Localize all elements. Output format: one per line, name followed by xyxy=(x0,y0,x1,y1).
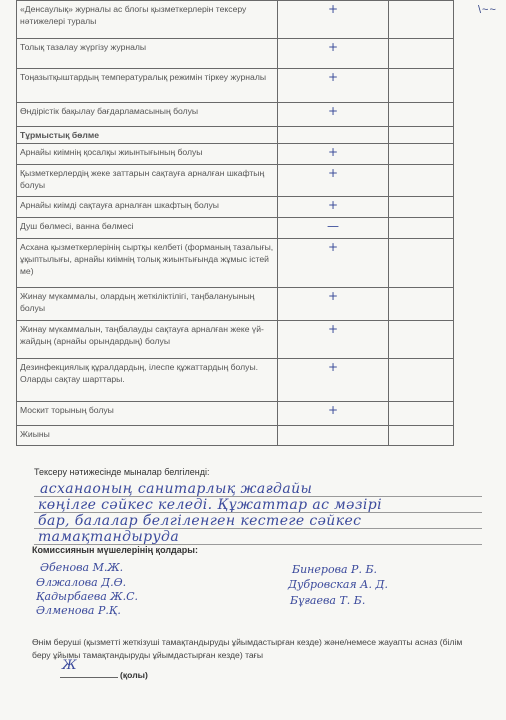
notes-cell xyxy=(389,321,454,359)
findings-line-2: көңілге сәйкес келеді. Құжаттар ас мәзірі xyxy=(38,497,383,513)
handwritten-mark: + xyxy=(327,104,339,118)
criterion-label: Тоңазытқыштардың температуралық режимін тіркеу журналы xyxy=(17,69,278,103)
criterion-label: Жинау мүкаммалын, таңбалауды сақтауға арналған жеке үй-жайдың (арнайы орындардың) болуы xyxy=(17,321,278,359)
notes-cell xyxy=(389,288,454,321)
checklist-row xyxy=(17,197,454,218)
notes-cell xyxy=(389,165,454,197)
footer-sign-label: (қолы) xyxy=(120,670,148,680)
mark-cell xyxy=(278,1,389,39)
handwritten-mark: — xyxy=(327,219,339,233)
checklist-row xyxy=(17,69,454,103)
notes-cell xyxy=(389,39,454,69)
criterion-label: Асхана қызметкерлерінің сыртқы келбеті (форманың тазалығы, ұқыптылығы, арнайы киімнің толық жиынтығында жұмыс істей ме) xyxy=(17,239,278,288)
criterion-label: Арнайы киімді сақтауға арналған шкафтың болуы xyxy=(17,197,278,218)
footer-signature-scribble: Ж xyxy=(62,658,77,673)
criterion-label: Дезинфекциялық құралдардың, ілеспе құжаттардың болуы. Оларды сақтау шарттары. xyxy=(17,359,278,402)
mark-cell xyxy=(278,127,389,144)
checklist-row xyxy=(17,402,454,426)
signature-right-2: Дубровская А. Д. xyxy=(288,578,388,591)
mark-cell xyxy=(278,218,389,239)
footer-note: Өнім беруші (қызметті жеткізуші тамақтандыруды ұйымдастырған кезде) және/немесе жауапты асназ (білім беру ұйымы тамақтандыруды ұйымдастырған кезде) тағы xyxy=(32,637,463,660)
handwritten-mark: + xyxy=(327,403,339,417)
mark-cell xyxy=(278,69,389,103)
checklist-body xyxy=(17,1,454,446)
section-row xyxy=(17,127,454,144)
signatures-label: Комиссиянын мүшелерінің қолдары: xyxy=(32,545,198,555)
criterion-label: Душ бөлмесі, ванна бөлмесі xyxy=(17,218,278,239)
criterion-label: Арнайы киімнің қосалқы жиынтығының болуы xyxy=(17,144,278,165)
criterion-label: Толық тазалау жүргізу журналы xyxy=(17,39,278,69)
notes-cell xyxy=(389,402,454,426)
findings-line-4: тамақтандырудa xyxy=(38,529,180,545)
criterion-label: «Денсаулық» журналы ас блогы қызметкерлерін тексеру нәтижелері туралы xyxy=(17,1,278,39)
criterion-label: Москит торының болуы xyxy=(17,402,278,426)
mark-cell xyxy=(278,103,389,127)
mark-cell xyxy=(278,144,389,165)
section-title: Тұрмыстық бөлме xyxy=(17,127,278,144)
notes-cell xyxy=(389,127,454,144)
checklist-row xyxy=(17,218,454,239)
signature-left-4: Әлменова Р.Қ. xyxy=(36,604,121,617)
handwritten-mark: + xyxy=(327,322,339,336)
mark-cell xyxy=(278,39,389,69)
signature-left-1: Әбенова М.Ж. xyxy=(40,561,124,574)
mark-cell xyxy=(278,197,389,218)
criterion-label: Өндірістік бақылау бағдарламасының болуы xyxy=(17,103,278,127)
findings-line-3: бар, балалар белгіленген кестеге сәйкес xyxy=(38,513,362,529)
checklist-table xyxy=(16,0,454,446)
mark-cell xyxy=(278,426,389,446)
handwritten-mark: + xyxy=(327,2,339,16)
checklist-row xyxy=(17,165,454,197)
notes-cell xyxy=(389,103,454,127)
checklist-row xyxy=(17,239,454,288)
notes-cell xyxy=(389,239,454,288)
signature-left-3: Қадырбаева Ж.С. xyxy=(36,590,139,603)
checklist-row xyxy=(17,359,454,402)
findings-label: Тексеру нәтижесінде мыналар белгіленді: xyxy=(34,467,210,477)
handwritten-mark: + xyxy=(327,40,339,54)
footer-signature-line xyxy=(60,677,118,678)
handwritten-mark: + xyxy=(327,198,339,212)
notes-cell xyxy=(389,1,454,39)
notes-cell xyxy=(389,359,454,402)
handwritten-mark: + xyxy=(327,70,339,84)
mark-cell xyxy=(278,402,389,426)
criterion-label: Қызметкерлердің жеке заттарын сақтауға арналған шкафтың болуы xyxy=(17,165,278,197)
findings-line-1: асханаоның санитарлық жағдайы xyxy=(40,481,313,497)
signature-right-1: Бинерова Р. Б. xyxy=(292,563,378,576)
handwritten-mark: + xyxy=(327,240,339,254)
notes-cell xyxy=(389,197,454,218)
notes-cell xyxy=(389,144,454,165)
signature-left-2: Өлжалова Д.Ө. xyxy=(36,576,127,589)
mark-cell xyxy=(278,239,389,288)
mark-cell xyxy=(278,288,389,321)
mark-cell xyxy=(278,165,389,197)
checklist-row xyxy=(17,426,454,446)
checklist-row xyxy=(17,144,454,165)
notes-cell xyxy=(389,69,454,103)
mark-cell xyxy=(278,359,389,402)
criterion-label: Жинау мүкаммалы, олардың жеткіліктілігі, таңбалануының болуы xyxy=(17,288,278,321)
corner-mark: \~~ xyxy=(478,4,497,16)
handwritten-mark: + xyxy=(327,360,339,374)
checklist-row xyxy=(17,1,454,39)
handwritten-mark: + xyxy=(327,166,339,180)
handwritten-mark: + xyxy=(327,145,339,159)
handwritten-mark: + xyxy=(327,289,339,303)
notes-cell xyxy=(389,218,454,239)
checklist-row xyxy=(17,321,454,359)
criterion-label: Жиыны xyxy=(17,426,278,446)
checklist-row xyxy=(17,288,454,321)
checklist-row xyxy=(17,39,454,69)
mark-cell xyxy=(278,321,389,359)
signature-right-3: Бұғаева Т. Б. xyxy=(290,594,366,607)
checklist-row xyxy=(17,103,454,127)
notes-cell xyxy=(389,426,454,446)
